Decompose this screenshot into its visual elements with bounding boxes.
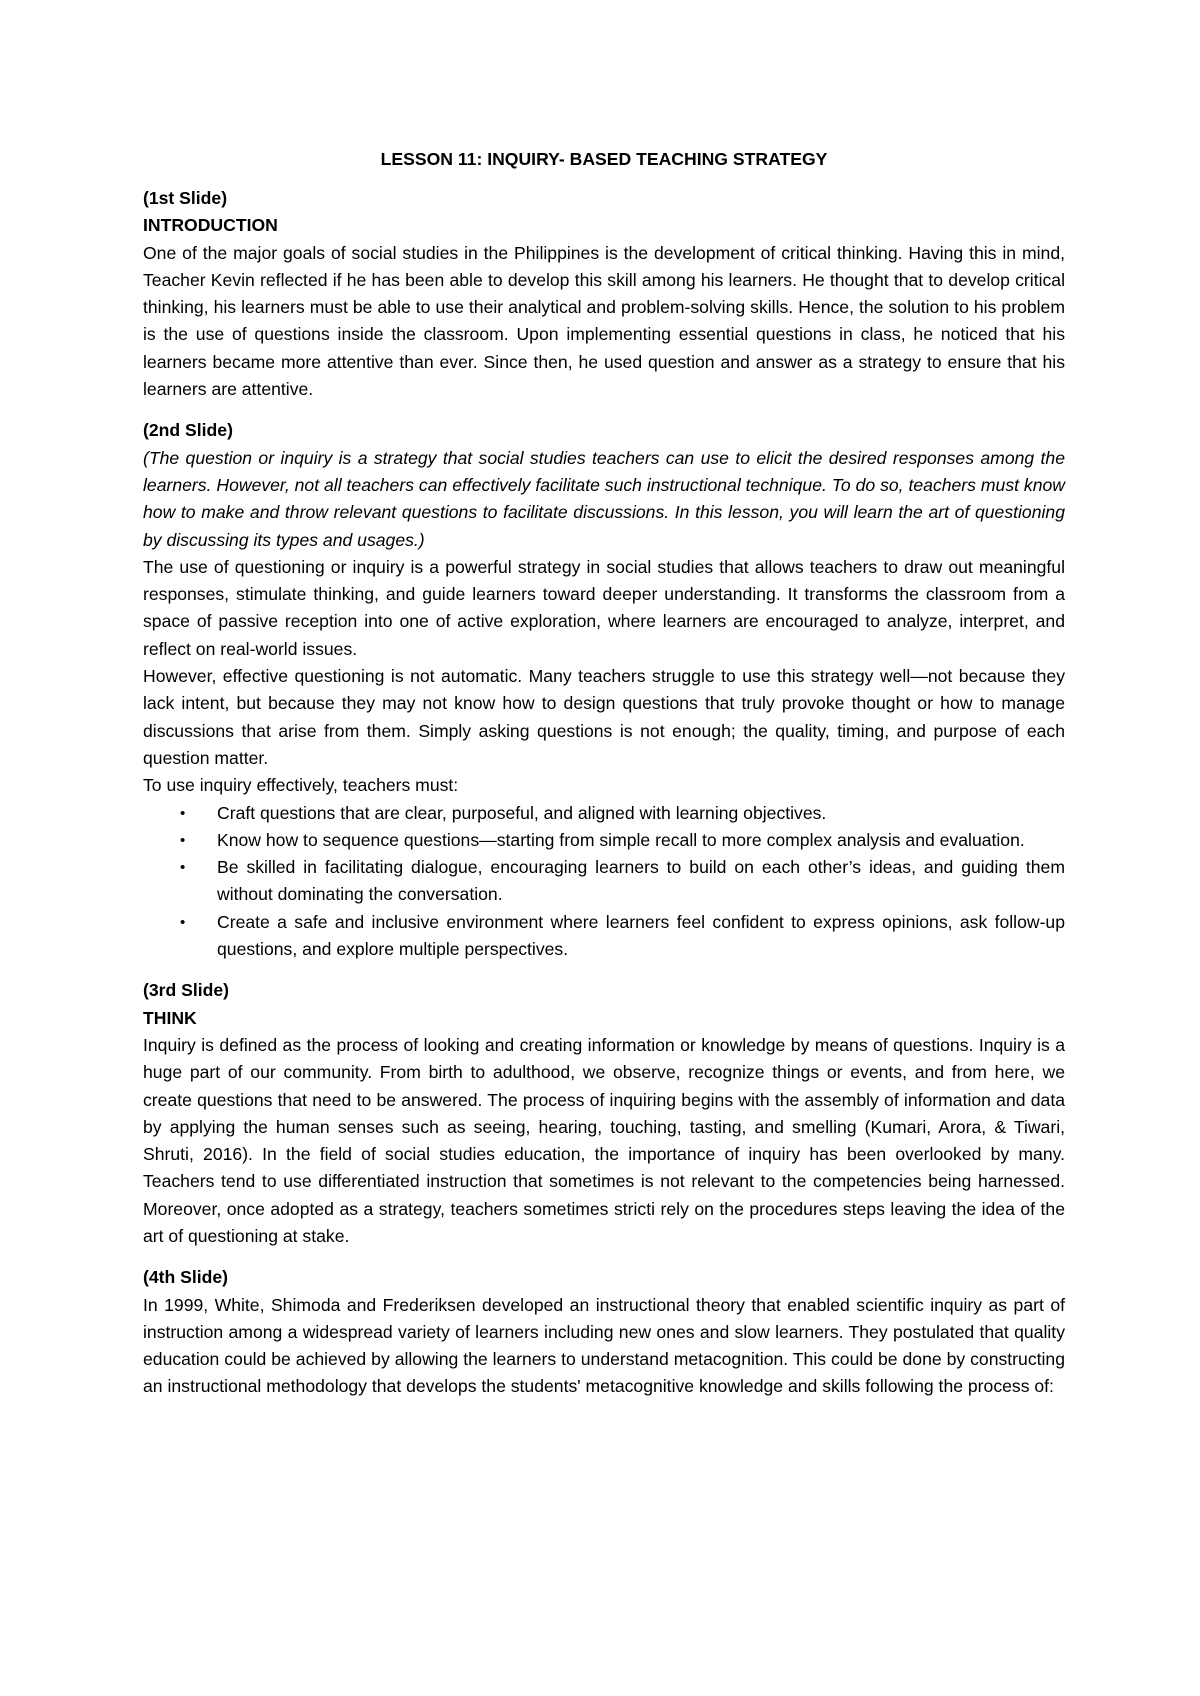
slide-1-section xyxy=(143,185,1065,403)
slide-2-list-intro: To use inquiry effectively, teachers must: xyxy=(143,775,459,796)
lesson-title: LESSON 11: INQUIRY- BASED TEACHING STRATEGY xyxy=(380,149,828,169)
bullet-icon: • xyxy=(180,913,186,931)
bullet-icon: • xyxy=(180,859,186,877)
list-item xyxy=(180,827,1065,854)
slide-2-italic-paragraph: (The question or inquiry is a strategy that social studies teachers can use to elicit the desired responses among the learners. However, not all teachers can effectively facilitate such instructional technique. To do so, teachers must know how to make and throw relevant questions to facilitate discussions. In this lesson, you will learn the art of questioning by discussing its types and usages.) xyxy=(143,447,1065,550)
introduction-heading: INTRODUCTION xyxy=(143,215,278,236)
bullet-icon: • xyxy=(180,831,186,849)
list-item xyxy=(180,909,1065,964)
list-item-text: Create a safe and inclusive environment where learners feel confident to express opinions, ask follow-up questions, and explore multiple perspectives. xyxy=(217,911,1065,960)
slide-4-label: (4th Slide) xyxy=(143,1267,229,1288)
think-paragraph: Inquiry is defined as the process of looking and creating information or knowledge by means of questions. Inquiry is a huge part of our community. From birth to adulthood, we observe, recognize things or events, and from here, we create questions that need to be answered. The process of inquiring begins with the assembly of information and data by applying the human senses such as seeing, hearing, touching, tasting, and smelling (Kumari, Arora, & Tiwari, Shruti, 2016). In the field of social studies education, the importance of inquiry has been overlooked by many. Teachers tend to use differentiated instruction that sometimes is not relevant to the competencies being harnessed. Moreover, once adopted as a strategy, teachers sometimes stricti rely on the procedures steps leaving the idea of the art of questioning at stake. xyxy=(143,1034,1065,1246)
document-page xyxy=(143,146,1065,1415)
introduction-paragraph: One of the major goals of social studies in the Philippines is the development of critical thinking. Having this in mind, Teacher Kevin reflected if he has been able to develop this skill among his learners. He thought that to develop critical thinking, his learners must be able to use their analytical and problem-solving skills. Hence, the solution to his problem is the use of questions inside the classroom. Upon implementing essential questions in class, he noticed that his learners became more attentive than ever. Since then, he used question and answer as a strategy to ensure that his learners are attentive. xyxy=(143,242,1065,400)
slide-2-paragraph-1: The use of questioning or inquiry is a powerful strategy in social studies that allows teachers to draw out meaningful responses, stimulate thinking, and guide learners toward deeper understanding. It transforms the classroom from a space of passive reception into one of active exploration, where learners are encouraged to analyze, interpret, and reflect on real-world issues. xyxy=(143,556,1065,659)
bullet-icon: • xyxy=(180,804,186,822)
slide-2-label: (2nd Slide) xyxy=(143,420,233,441)
list-item-text: Craft questions that are clear, purposeful, and aligned with learning objectives. xyxy=(217,802,827,823)
think-heading: THINK xyxy=(143,1007,197,1028)
slide-1-label: (1st Slide) xyxy=(143,188,228,208)
slide-3-section xyxy=(143,977,1065,1250)
slide-4-paragraph: In 1999, White, Shimoda and Frederiksen developed an instructional theory that enabled scientific inquiry as part of instruction among a widespread variety of learners including new ones and slow learners. They postulated that quality education could be achieved by allowing the learners to understand metacognition. This could be done by constructing an instructional methodology that develops the students' metacognitive knowledge and skills following the process of: xyxy=(143,1294,1065,1397)
list-item-text: Be skilled in facilitating dialogue, encouraging learners to build on each other’s ideas, and guiding them without dominating the conversation. xyxy=(217,857,1065,905)
list-item xyxy=(180,854,1065,909)
list-item-text: Know how to sequence questions—starting from simple recall to more complex analysis and evaluation. xyxy=(217,829,1025,850)
slide-2-paragraph-2: However, effective questioning is not automatic. Many teachers struggle to use this strategy well—not because they lack intent, but because they may not know how to design questions that truly provoke thought or how to manage discussions that arise from them. Simply asking questions is not enough; the quality, timing, and purpose of each question matter. xyxy=(143,666,1065,768)
slide-3-label: (3rd Slide) xyxy=(143,980,230,1001)
slide-2-section xyxy=(143,417,1065,963)
slide-4-section xyxy=(143,1264,1065,1400)
list-item xyxy=(180,800,1065,827)
inquiry-bullet-list xyxy=(143,800,1065,964)
